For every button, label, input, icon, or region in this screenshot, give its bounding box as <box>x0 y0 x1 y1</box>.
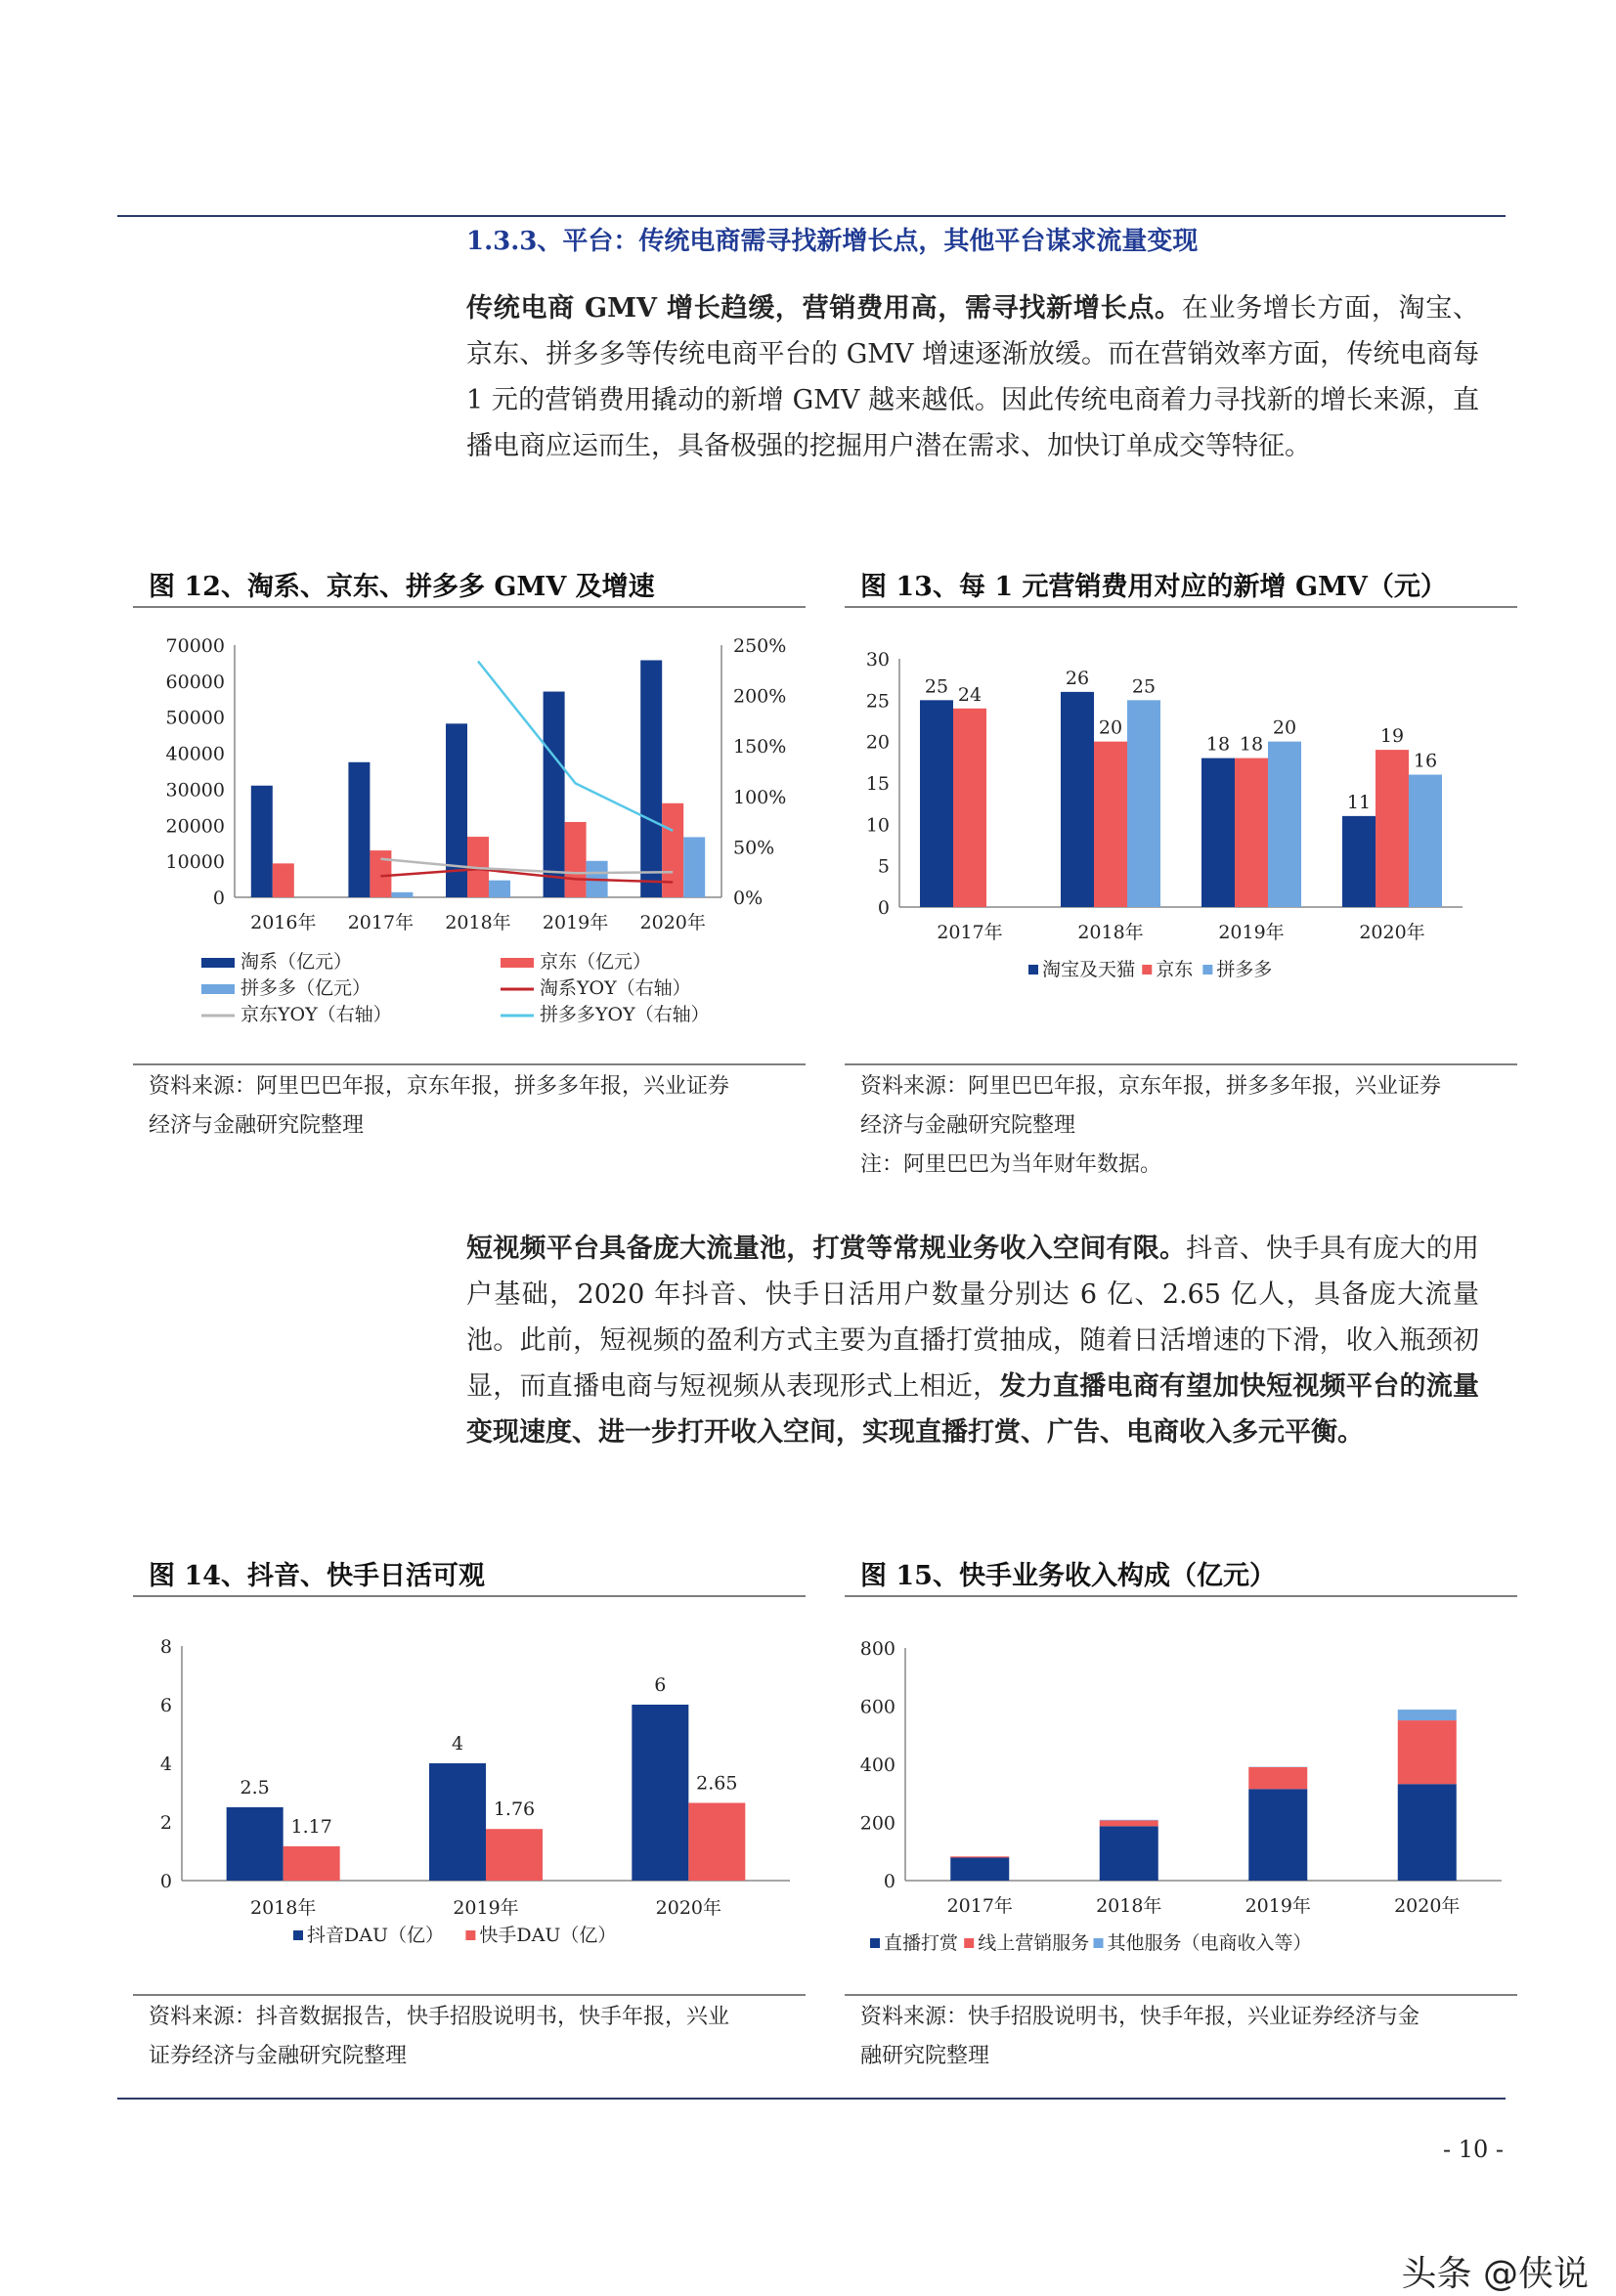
fig12-bar <box>273 863 294 897</box>
fig15-legend-swatch <box>964 1938 974 1948</box>
fig12-ytick: 50000 <box>166 708 225 729</box>
fig12-bar <box>565 822 587 897</box>
fig13-data-label: 16 <box>1414 751 1437 772</box>
page-number: - 10 - <box>1443 2136 1504 2163</box>
paragraph-2-bold-1: 短视频平台具备庞大流量池，打赏等常规业务收入空间有限。 <box>466 1234 1186 1264</box>
fig14-bar <box>688 1803 745 1882</box>
fig13-legend-swatch <box>1202 965 1212 975</box>
fig13-ytick: 30 <box>866 649 890 671</box>
fig12-y2tick: 150% <box>733 736 786 758</box>
fig12-source <box>149 1067 729 1146</box>
fig12-xtick: 2018年 <box>445 912 510 933</box>
fig14-source <box>149 1998 729 2076</box>
fig12-bar <box>683 837 705 897</box>
fig14-ytick: 4 <box>160 1754 172 1775</box>
section-title: 1.3.3、平台：传统电商需寻找新增长点，其他平台谋求流量变现 <box>466 221 1198 257</box>
fig12-ytick: 70000 <box>166 635 225 657</box>
fig13-data-label: 20 <box>1099 717 1122 739</box>
fig15-bar-segment <box>1248 1789 1307 1881</box>
fig13-ytick: 25 <box>866 690 890 712</box>
fig15-legend-swatch <box>1094 1938 1104 1948</box>
fig13-legend-swatch <box>1028 965 1038 975</box>
fig14-data-label: 2.5 <box>240 1777 270 1798</box>
fig15-source-line1: 资料来源：快手招股说明书，快手年报，兴业证券经济与金 <box>860 1998 1419 2037</box>
fig12-yoy-line <box>380 859 673 873</box>
fig13-bar <box>1201 758 1235 907</box>
fig13-bar <box>1061 692 1094 907</box>
fig14-data-label: 4 <box>452 1733 463 1754</box>
fig15-bar-segment <box>1100 1826 1158 1881</box>
fig13-bar <box>920 700 953 907</box>
fig13-xtick: 2018年 <box>1077 922 1143 943</box>
fig14-bar <box>284 1846 340 1881</box>
paragraph-1-bold: 传统电商 GMV 增长趋缓，营销费用高，需寻找新增长点。 <box>466 293 1182 324</box>
fig12-ytick: 0 <box>213 888 225 909</box>
fig13-bar <box>953 709 986 907</box>
fig14-legend-label: 抖音DAU（亿） <box>307 1925 444 1946</box>
fig12-y2tick: 0% <box>733 888 763 909</box>
fig13-ytick: 10 <box>866 814 890 836</box>
fig14-xtick: 2019年 <box>453 1897 518 1919</box>
fig13-bar <box>1235 758 1268 907</box>
fig12-legend-swatch <box>201 958 235 968</box>
fig15-ytick: 0 <box>884 1871 895 1892</box>
fig14-source-line1: 资料来源：抖音数据报告，快手招股说明书，快手年报，兴业 <box>149 1998 729 2037</box>
fig12-y2tick: 50% <box>733 837 774 858</box>
fig12-legend-label: 淘系YOY（右轴） <box>540 977 691 999</box>
fig12-bar <box>370 850 391 897</box>
fig14-bar <box>227 1807 284 1881</box>
fig13-ytick: 5 <box>878 856 890 878</box>
fig13-chart <box>845 616 1519 997</box>
fig14-source-line2: 证券经济与金融研究院整理 <box>149 2037 729 2076</box>
fig13-bar <box>1268 742 1301 907</box>
fig15-bar-segment <box>1398 1784 1457 1881</box>
fig14-legend-label: 快手DAU（亿） <box>479 1925 616 1946</box>
fig13-legend-label: 拼多多 <box>1216 959 1272 980</box>
fig14-legend-swatch <box>293 1930 303 1940</box>
fig12-xtick: 2020年 <box>640 912 706 933</box>
fig14-bar <box>486 1829 543 1881</box>
fig12-bar <box>489 881 510 897</box>
paragraph-1 <box>466 285 1479 469</box>
fig15-bar-segment <box>1248 1767 1307 1789</box>
fig12-source-line1: 资料来源：阿里巴巴年报，京东年报，拼多多年报，兴业证券 <box>149 1067 729 1106</box>
fig15-source <box>860 1998 1419 2076</box>
paragraph-1-text: 在业务增长方面，淘宝、京东、拼多多等传统电商平台的 GMV 增速逐渐放缓。而在营销效率方面，传统电商每 1 元的营销费用撬动的新增 GMV 越来越低。因此传统电商着力寻找新的增长来源，直播电商应运而生，具备极强的挖掘用户潜在需求、加快订单成交等特征。 <box>466 293 1479 461</box>
fig15-ytick: 800 <box>860 1638 895 1660</box>
fig15-xtick: 2017年 <box>947 1895 1013 1917</box>
fig13-note: 注：阿里巴巴为当年财年数据。 <box>860 1146 1441 1185</box>
header-rule <box>117 215 1506 217</box>
fig12-y2tick: 200% <box>733 686 786 708</box>
fig15-legend-label: 线上营销服务 <box>978 1932 1089 1954</box>
fig14-legend-swatch <box>465 1930 475 1940</box>
fig12-bar <box>544 692 565 897</box>
fig12-source-line2: 经济与金融研究院整理 <box>149 1106 729 1146</box>
fig12-bar <box>348 762 370 897</box>
fig13-xtick: 2020年 <box>1359 922 1424 943</box>
fig14-data-label: 2.65 <box>696 1773 737 1795</box>
fig15-bar-segment <box>950 1856 1009 1857</box>
fig12-legend-label: 拼多多YOY（右轴） <box>540 1004 710 1025</box>
fig13-legend-label: 京东 <box>1156 959 1193 980</box>
fig15-ytick: 400 <box>860 1754 895 1776</box>
fig13-data-label: 24 <box>958 684 982 706</box>
fig13-bottom-rule <box>845 1063 1517 1065</box>
fig12-legend-label: 京东YOY（右轴） <box>240 1004 392 1025</box>
fig12-y2tick: 100% <box>733 787 786 808</box>
fig13-source <box>860 1067 1441 1185</box>
fig12-bar <box>662 803 683 897</box>
fig12-top-rule <box>133 606 806 608</box>
fig12-legend-label: 拼多多（亿元） <box>240 977 371 999</box>
fig13-xtick: 2019年 <box>1218 922 1284 943</box>
fig13-bar <box>1127 700 1160 907</box>
fig13-bar <box>1342 816 1376 907</box>
fig13-title: 图 13、每 1 元营销费用对应的新增 GMV（元） <box>860 565 1447 603</box>
fig15-title: 图 15、快手业务收入构成（亿元） <box>860 1554 1276 1592</box>
fig12-legend-swatch <box>201 984 235 994</box>
fig14-bar <box>429 1763 486 1881</box>
fig15-legend-label: 直播打赏 <box>884 1932 959 1954</box>
fig14-xtick: 2018年 <box>250 1897 316 1919</box>
fig14-xtick: 2020年 <box>656 1897 721 1919</box>
fig15-xtick: 2020年 <box>1394 1895 1460 1917</box>
fig12-bottom-rule <box>133 1063 806 1065</box>
fig13-ytick: 20 <box>866 732 890 754</box>
fig14-ytick: 6 <box>160 1695 172 1716</box>
fig15-bar-segment <box>950 1857 1009 1881</box>
fig15-ytick: 600 <box>860 1697 895 1718</box>
fig12-xtick: 2019年 <box>543 912 608 933</box>
fig14-bottom-rule <box>133 1994 806 1996</box>
fig13-data-label: 20 <box>1273 717 1296 739</box>
fig14-data-label: 6 <box>654 1674 666 1696</box>
paragraph-2 <box>466 1226 1479 1455</box>
fig14-ytick: 2 <box>160 1812 172 1834</box>
fig13-xtick: 2017年 <box>937 922 1002 943</box>
fig15-top-rule <box>845 1595 1517 1597</box>
fig12-ytick: 60000 <box>166 671 225 693</box>
fig15-ytick: 200 <box>860 1813 895 1835</box>
fig14-title: 图 14、抖音、快手日活可观 <box>149 1554 485 1592</box>
footer-rule <box>117 2098 1506 2100</box>
fig15-xtick: 2019年 <box>1245 1895 1311 1917</box>
fig13-bar <box>1094 742 1127 907</box>
fig12-xtick: 2017年 <box>348 912 414 933</box>
fig12-legend-swatch <box>501 958 534 968</box>
fig15-bar-segment <box>1398 1720 1457 1784</box>
fig12-y2tick: 250% <box>733 635 786 657</box>
fig13-legend-swatch <box>1142 965 1152 975</box>
fig12-bar <box>640 660 662 897</box>
fig13-data-label: 19 <box>1380 725 1404 747</box>
watermark: 头条 @侠说 <box>1402 2246 1589 2296</box>
fig12-chart <box>133 616 817 1046</box>
fig12-legend-label: 京东（亿元） <box>540 951 651 973</box>
fig14-ytick: 0 <box>160 1871 172 1892</box>
fig12-ytick: 20000 <box>166 815 225 837</box>
fig13-ytick: 15 <box>866 773 890 795</box>
fig13-bar <box>1376 750 1409 907</box>
fig13-data-label: 18 <box>1240 734 1263 756</box>
fig12-xtick: 2016年 <box>250 912 316 933</box>
fig15-xtick: 2018年 <box>1096 1895 1161 1917</box>
fig12-ytick: 30000 <box>166 779 225 801</box>
fig13-top-rule <box>845 606 1517 608</box>
fig14-data-label: 1.76 <box>494 1798 535 1820</box>
fig13-source-line1: 资料来源：阿里巴巴年报，京东年报，拼多多年报，兴业证券 <box>860 1067 1441 1106</box>
fig14-chart <box>133 1605 808 1967</box>
fig15-bar-segment <box>1398 1710 1457 1720</box>
fig14-top-rule <box>133 1595 806 1597</box>
fig13-data-label: 25 <box>1132 675 1156 697</box>
fig13-data-label: 11 <box>1347 792 1371 813</box>
fig13-data-label: 18 <box>1206 734 1230 756</box>
paragraph-2-text: 抖音、快手具有庞大的用户基础，2020 年抖音、快手日活用户数量分别达 6 亿、2.65 亿人，具备庞大流量池。此前，短视频的盈利方式主要为直播打赏抽成，随着日活增速的下滑，收入瓶颈初显，而直播电商与短视频从表现形式上相近， <box>466 1234 1479 1402</box>
fig15-bar-segment <box>1100 1820 1158 1826</box>
fig12-ytick: 40000 <box>166 744 225 765</box>
fig14-data-label: 1.17 <box>291 1816 332 1838</box>
fig13-source-line2: 经济与金融研究院整理 <box>860 1106 1441 1146</box>
fig15-legend-swatch <box>870 1938 880 1948</box>
fig12-ytick: 10000 <box>166 851 225 873</box>
fig15-bar-segment <box>1100 1820 1158 1821</box>
fig15-chart <box>845 1605 1519 1967</box>
fig13-legend-label: 淘宝及天猫 <box>1042 959 1135 980</box>
fig15-legend-label: 其他服务（电商收入等） <box>1108 1932 1312 1954</box>
fig12-title: 图 12、淘系、京东、拼多多 GMV 及增速 <box>149 565 655 603</box>
fig12-legend-label: 淘系（亿元） <box>240 951 352 973</box>
fig15-source-line2: 融研究院整理 <box>860 2037 1419 2076</box>
fig12-bar <box>251 786 273 897</box>
fig12-bar <box>391 892 413 897</box>
fig14-bar <box>632 1705 688 1881</box>
fig13-data-label: 25 <box>925 675 948 697</box>
fig13-ytick: 0 <box>878 897 890 919</box>
fig15-bottom-rule <box>845 1994 1517 1996</box>
paragraph-2-bold-2: 发力直播电商有望加快短视频平台的流量变现速度、进一步打开收入空间，实现直播打赏、广告、电商收入多元平衡。 <box>466 1371 1479 1448</box>
fig13-data-label: 26 <box>1066 668 1089 689</box>
fig13-bar <box>1409 775 1442 907</box>
fig14-ytick: 8 <box>160 1636 172 1658</box>
